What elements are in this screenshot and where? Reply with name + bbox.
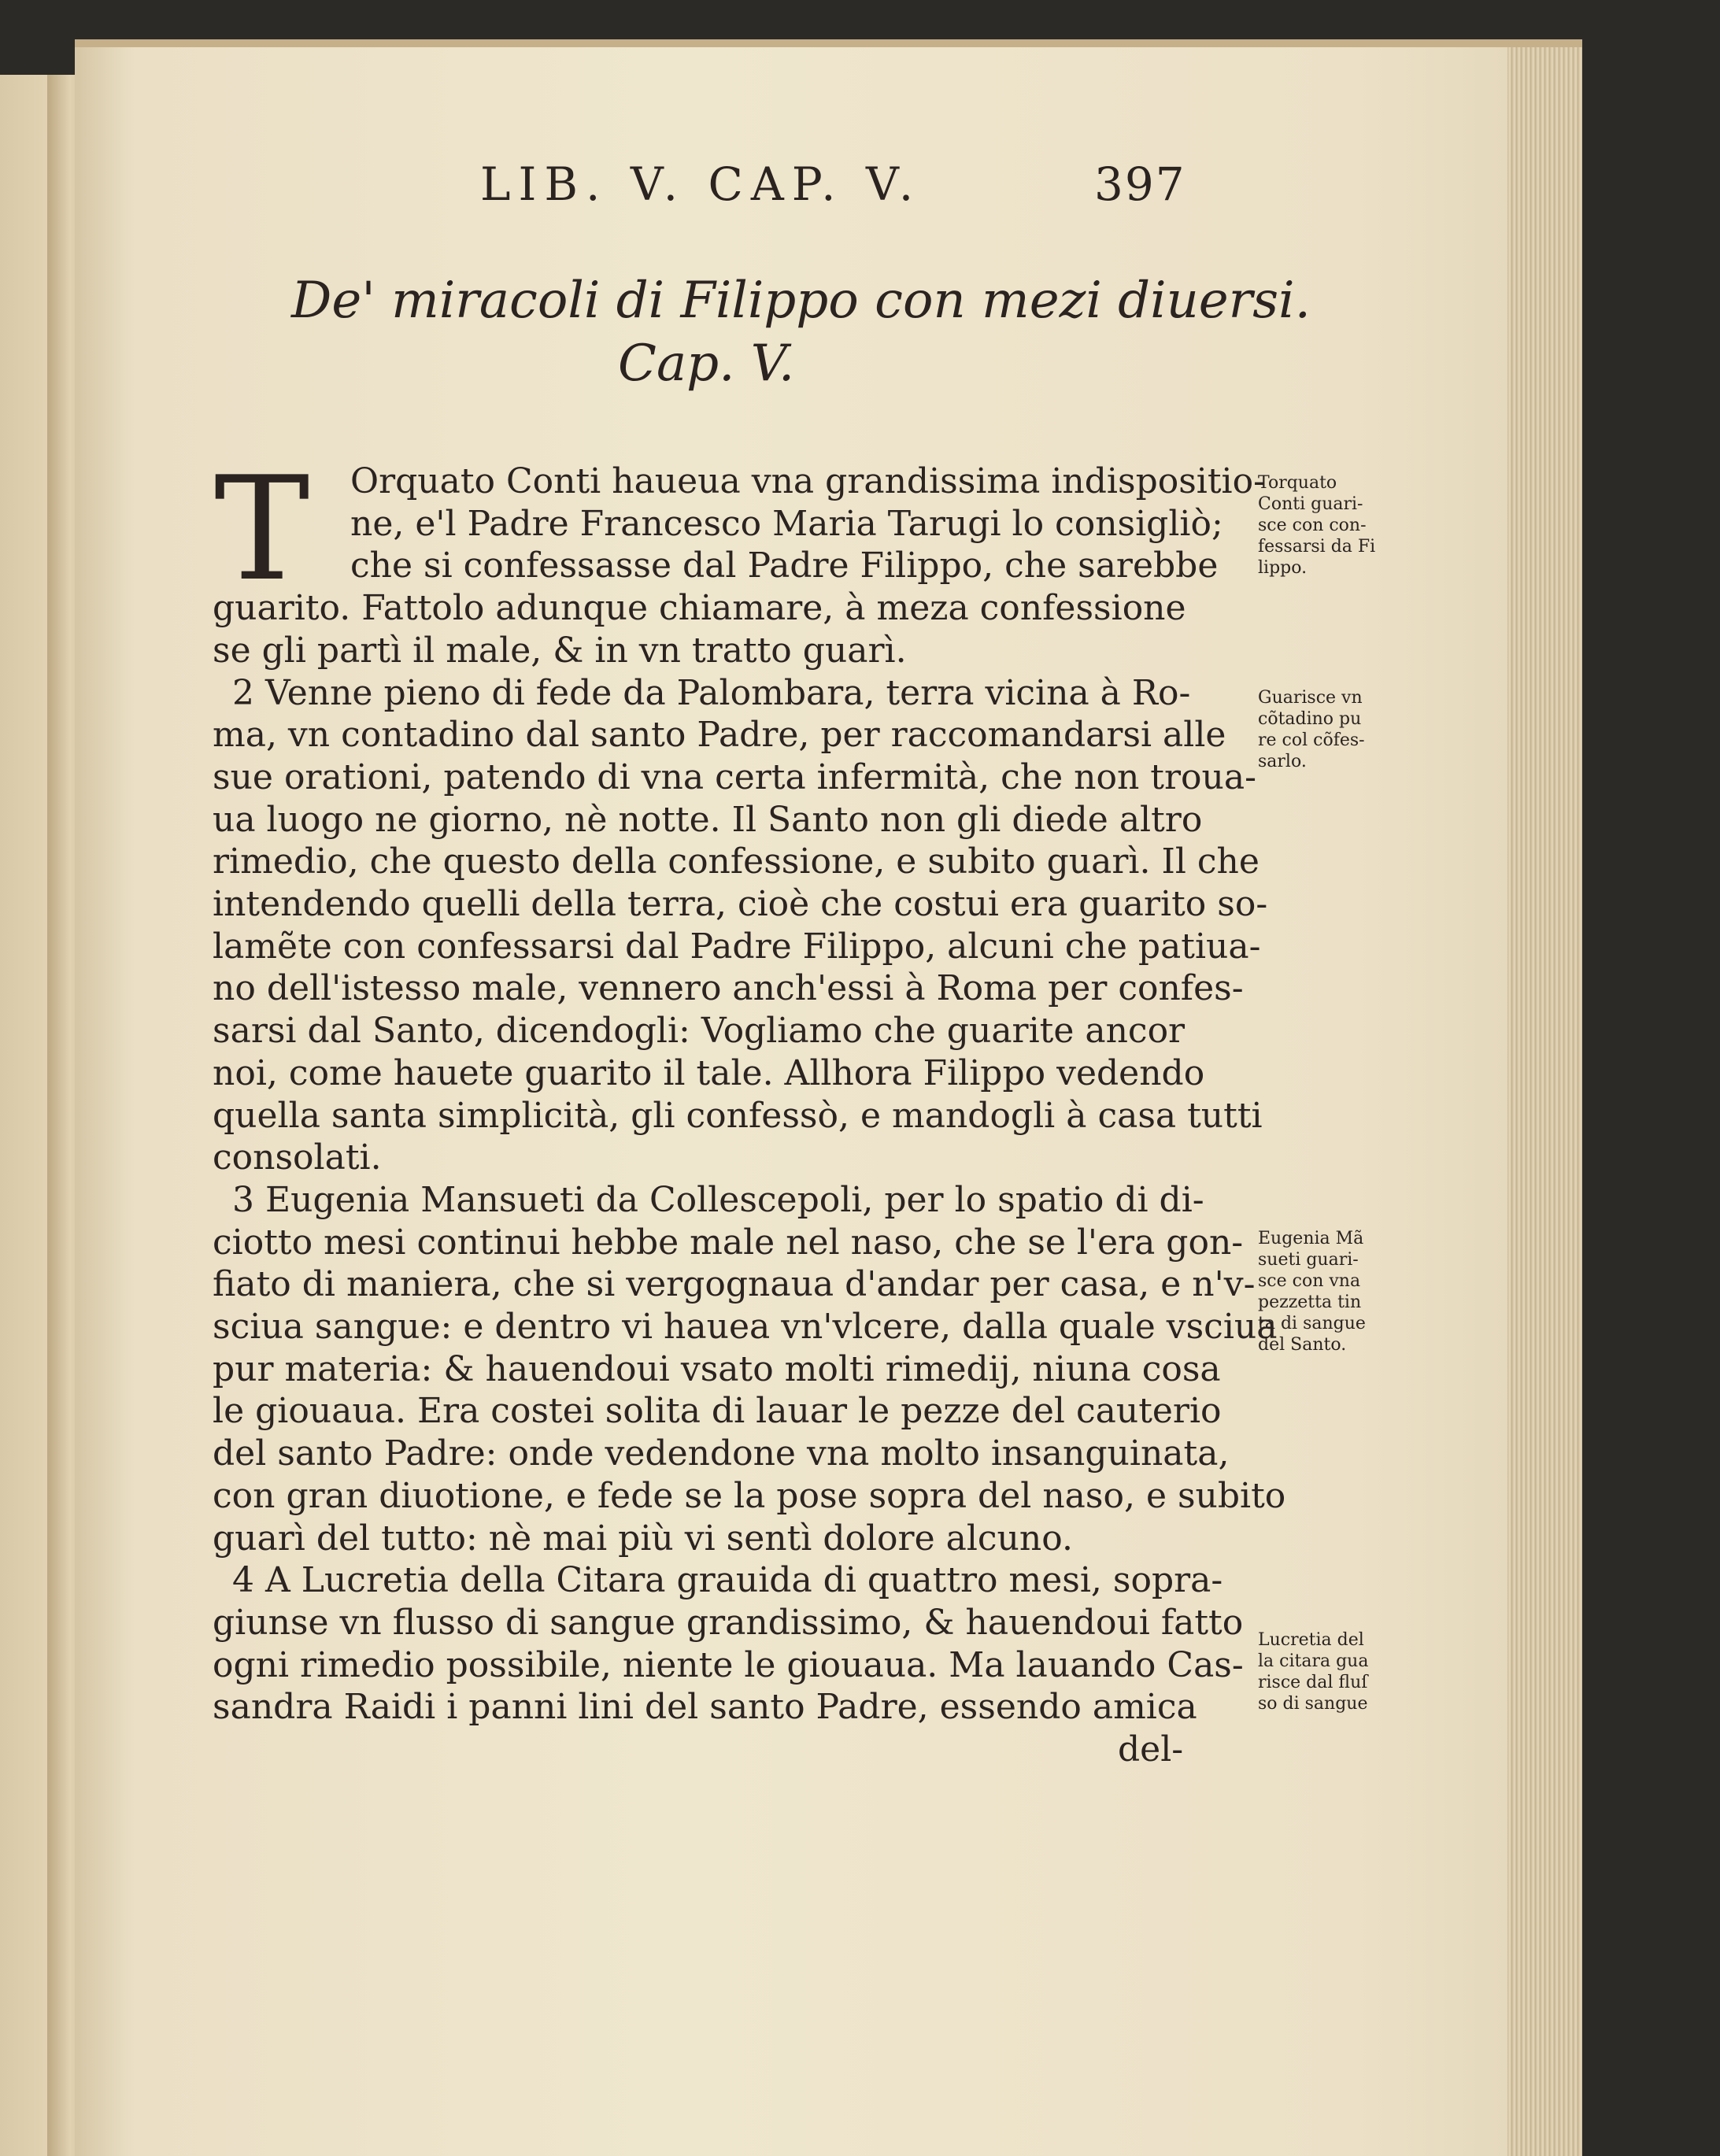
margin-note: Eugenia Mã sueti guari- sce con vna pezzetta tin ta di sangue del Santo.: [1258, 1229, 1366, 1355]
text-line: lamẽte con confessarsi dal Padre Filippo, alcuni che patiua-: [213, 926, 1261, 967]
text-line: del-: [1118, 1729, 1184, 1770]
text-line: quella santa simplicità, gli confessò, e mandogli à casa tutti: [213, 1095, 1263, 1136]
drop-cap: T: [214, 446, 310, 612]
text-line: sue orationi, patendo di vna certa infermità, che non troua-: [213, 756, 1256, 797]
running-head-text: LIB. V. CAP. V.: [480, 157, 922, 211]
margin-note: Lucretia del la citara gua risce dal fluſ so di sangue: [1258, 1630, 1369, 1714]
facing-page-edge: [47, 75, 71, 2156]
text-line: con gran diuotione, e fede se la pose sopra del naso, e subito: [213, 1475, 1286, 1516]
text-line: sarsi dal Santo, dicendogli: Vogliamo che guarite ancor: [213, 1011, 1186, 1052]
text-line: rimedio, che questo della confessione, e subito guarì. Il che: [213, 841, 1259, 882]
text-line: le giouaua. Era costei solita di lauar le pezze del cauterio: [213, 1391, 1222, 1432]
text-line: ma, vn contadino dal santo Padre, per raccomandarsi alle: [213, 715, 1226, 756]
chapter-number: Cap. V.: [618, 335, 795, 393]
text-line: 4 A Lucretia della Citara grauida di quattro mesi, sopra-: [232, 1560, 1223, 1601]
text-line: ciotto mesi continui hebbe male nel naso, che se l'era gon-: [213, 1222, 1244, 1263]
text-line: che si confessasse dal Padre Filippo, che sarebbe: [350, 545, 1219, 586]
text-line: ogni rimedio possibile, niente le giouaua. Ma lauando Cas-: [213, 1644, 1244, 1685]
text-line: 2 Venne pieno di fede da Palombara, terra vicina à Ro-: [232, 672, 1191, 713]
text-line: fiato di maniera, che si vergognaua d'andar per casa, e n'v-: [213, 1264, 1256, 1305]
page-fore-edge: [1507, 47, 1582, 2156]
text-line: consolati.: [213, 1137, 382, 1178]
text-line: se gli partì il male, & in vn tratto guarì.: [213, 630, 907, 671]
text-line: pur materia: & hauendoui vsato molti rimedij, niuna cosa: [213, 1348, 1221, 1389]
text-line: noi, come hauete guarito il tale. Allhora Filippo vedendo: [213, 1052, 1205, 1093]
text-line: no dell'istesso male, vennero anch'essi à Roma per confes-: [213, 968, 1244, 1009]
text-line: sciua sangue: e dentro vi hauea vn'vlcere, dalla quale vsciua: [213, 1307, 1278, 1347]
page-number: 397: [1094, 157, 1186, 211]
margin-note: Torquato Conti guari- sce con con- fessarsi da Fi lippo.: [1258, 473, 1376, 578]
text-line: sandra Raidi i panni lini del santo Padre, essendo amica: [213, 1687, 1197, 1728]
text-line: 3 Eugenia Mansueti da Collescepoli, per lo spatio di di-: [232, 1179, 1204, 1220]
text-line: intendendo quelli della terra, cioè che costui era guarito so-: [213, 884, 1268, 924]
text-line: Orquato Conti haueua vna grandissima indispositio-: [350, 461, 1265, 501]
running-head: [480, 157, 1186, 211]
text-line: del santo Padre: onde vedendone vna molto insanguinata,: [213, 1433, 1230, 1474]
text-line: ua luogo ne giorno, nè notte. Il Santo non gli diede altro: [213, 799, 1203, 840]
text-line: giunse vn flusso di sangue grandissimo, & hauendoui fatto: [213, 1602, 1244, 1643]
text-line: ne, e'l Padre Francesco Maria Tarugi lo consigliò;: [350, 503, 1223, 544]
margin-note: Guarisce vn cõtadino pu re col cõfes- sarlo.: [1258, 688, 1365, 771]
chapter-title: De' miracoli di Filippo con mezi diuersi.: [291, 272, 1311, 330]
text-line: guarì del tutto: nè mai più vi sentì dolore alcuno.: [213, 1518, 1073, 1559]
text-line: guarito. Fattolo adunque chiamare, à meza confessione: [213, 588, 1186, 629]
